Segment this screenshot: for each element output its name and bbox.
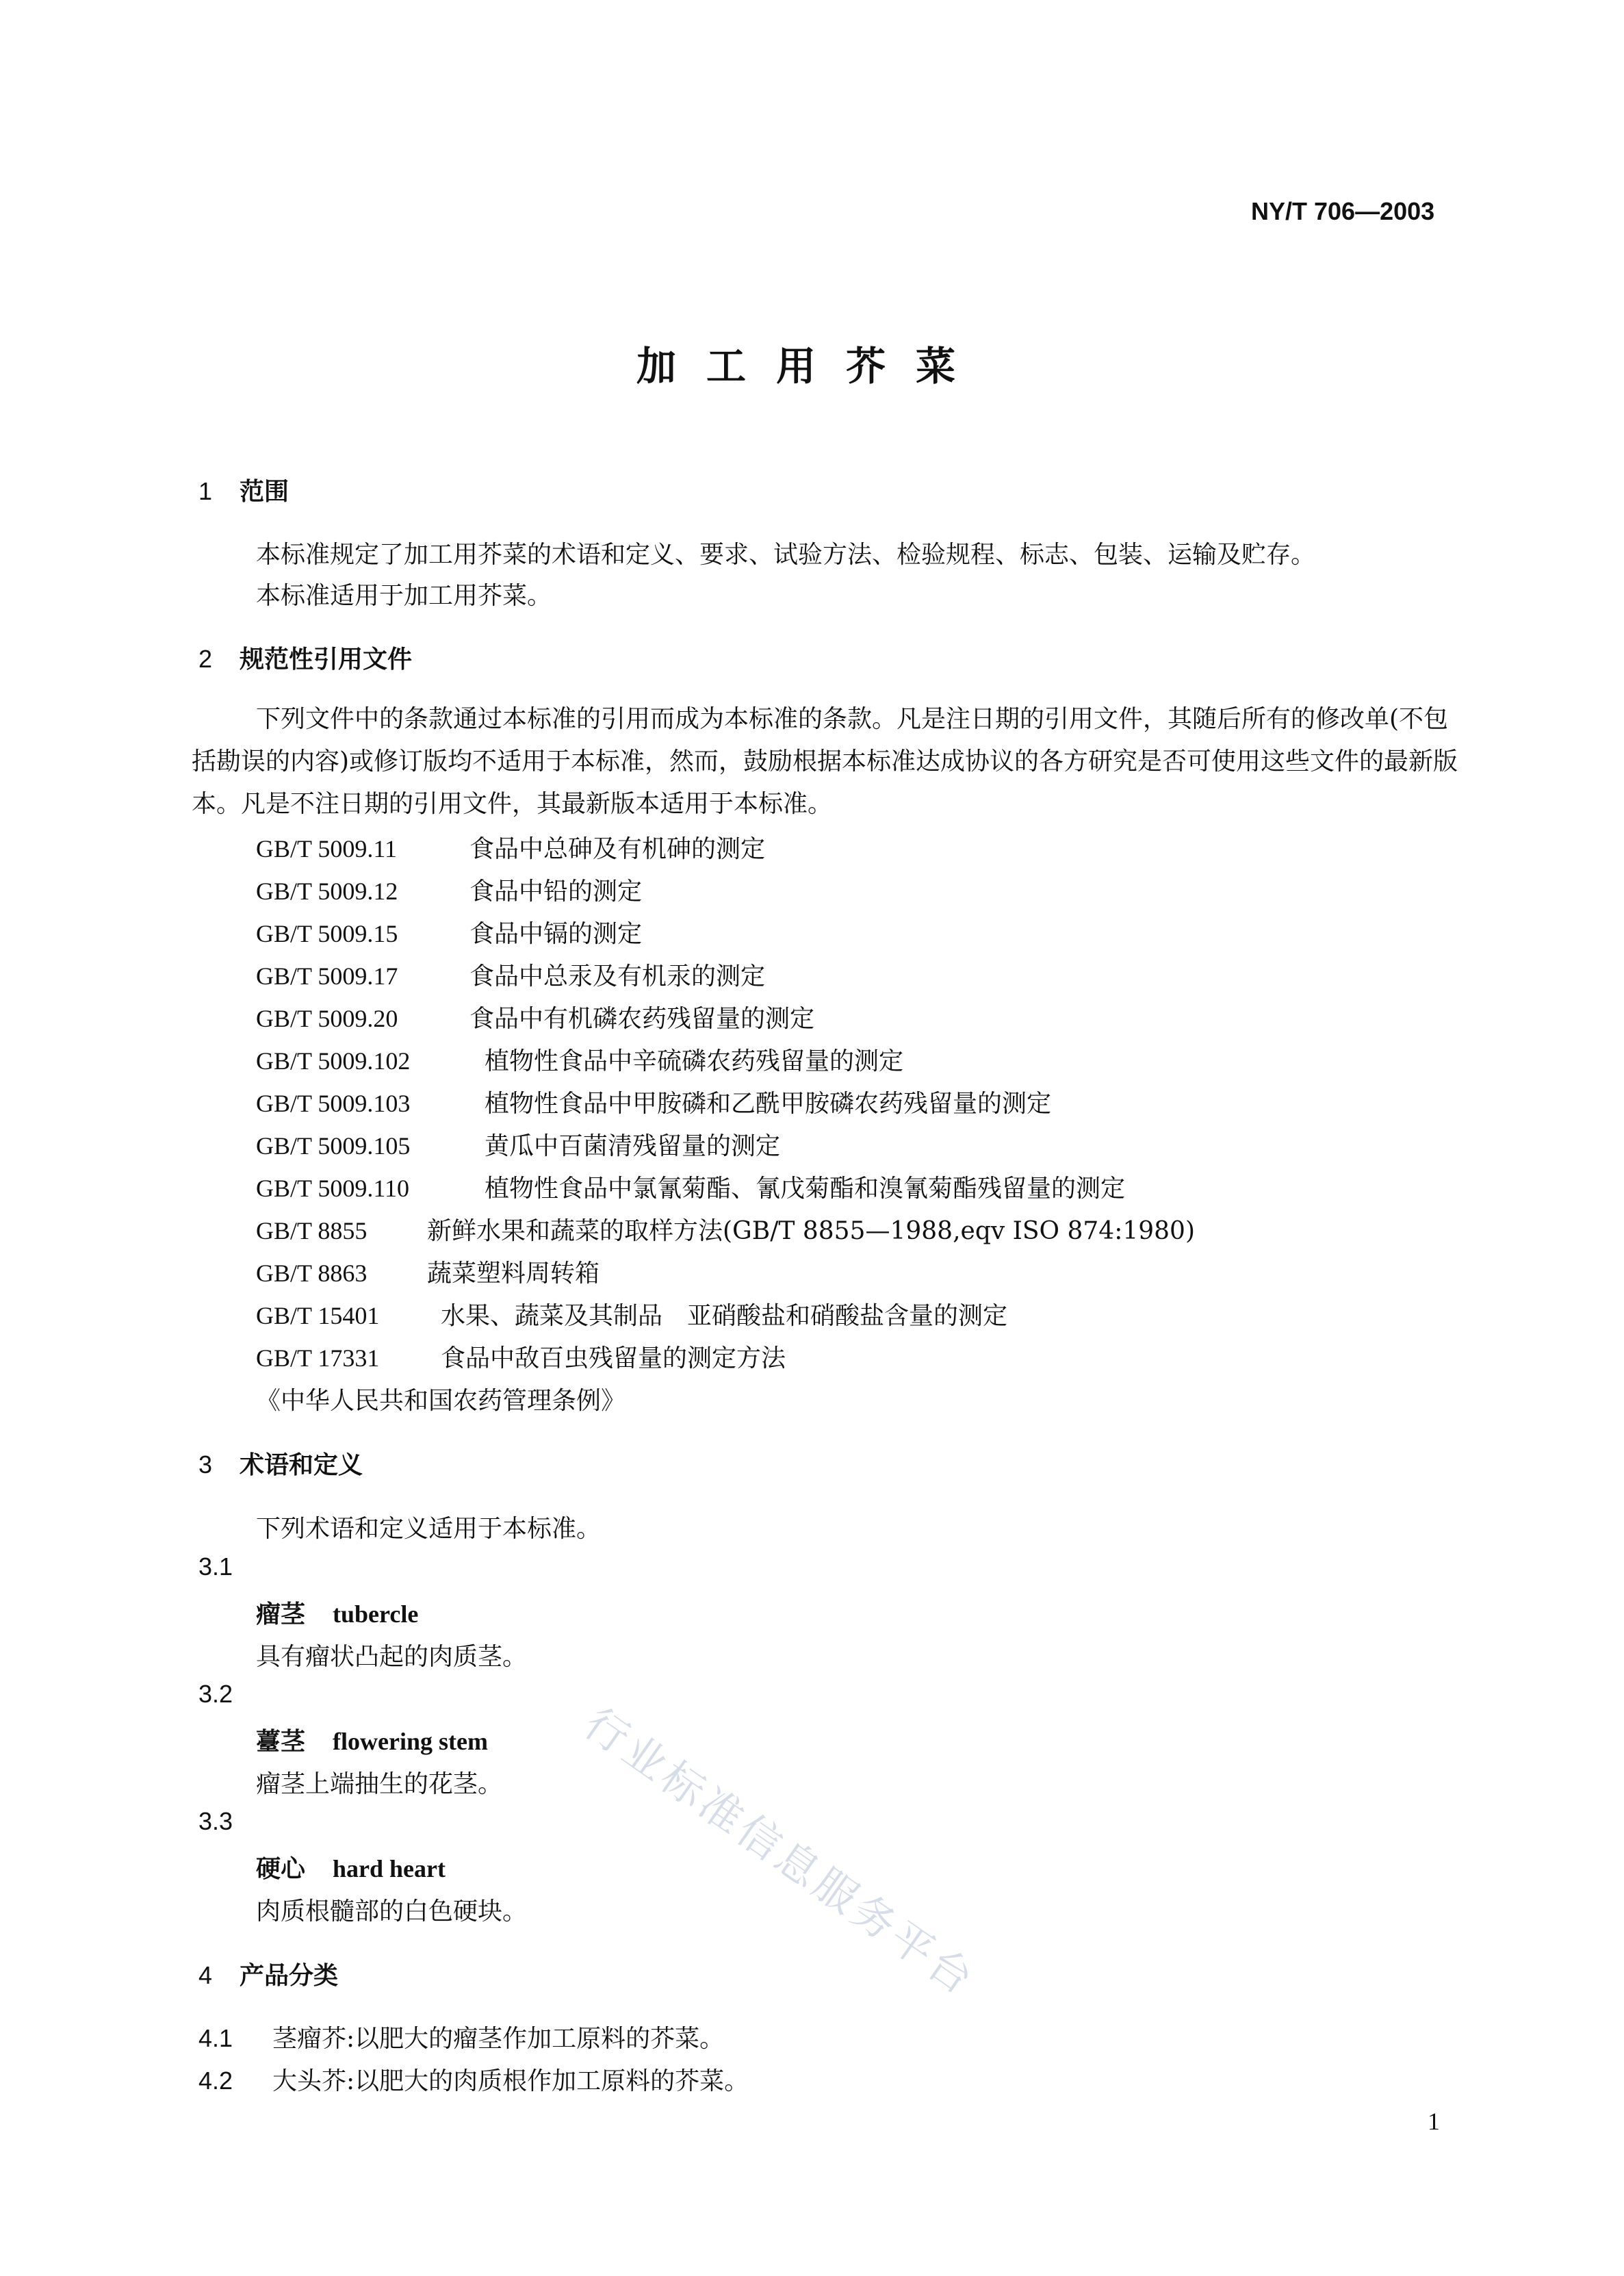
reference-item xyxy=(256,1296,1007,1331)
item-text: 茎瘤芥:以肥大的瘤茎作加工原料的芥菜。 xyxy=(272,2025,725,2053)
term-definition: 瘤茎上端抽生的花茎。 xyxy=(256,1770,503,1798)
reference-code: GB/T 17331 xyxy=(256,1344,380,1372)
reference-title: 植物性食品中甲胺磷和乙酰甲胺磷农药残留量的测定 xyxy=(485,1090,1052,1118)
reference-title: 食品中总汞及有机汞的测定 xyxy=(469,962,766,990)
section-number: 2 xyxy=(198,645,213,673)
reference-code: GB/T 5009.110 xyxy=(256,1175,410,1202)
reference-item xyxy=(256,830,765,865)
reference-item xyxy=(256,872,642,907)
reference-title: 植物性食品中辛硫磷农药残留量的测定 xyxy=(485,1047,904,1075)
section-1-heading xyxy=(198,472,289,507)
reference-item xyxy=(256,1339,786,1374)
reference-code: GB/T 5009.20 xyxy=(256,1005,398,1032)
reference-item xyxy=(256,915,642,949)
reference-code: GB/T 5009.11 xyxy=(256,835,398,862)
reference-item xyxy=(256,999,814,1034)
section-title: 规范性引用文件 xyxy=(240,645,413,674)
reference-item xyxy=(256,1169,1125,1204)
reference-code: GB/T 5009.102 xyxy=(256,1047,411,1075)
reference-title: 水果、蔬菜及其制品 亚硝酸盐和硝酸盐含量的测定 xyxy=(441,1302,1008,1330)
watermark: 行业标准信息服务平台 xyxy=(575,1698,985,2006)
reference-code: GB/T 15401 xyxy=(256,1302,380,1329)
reference-item xyxy=(256,1084,1051,1119)
standard-code: NY/T 706—2003 xyxy=(1251,197,1435,225)
classification-item xyxy=(198,2019,724,2054)
term-en: hard heart xyxy=(333,1855,446,1882)
section-title: 产品分类 xyxy=(240,1962,339,1990)
term-zh: 瘤茎 xyxy=(256,1600,306,1628)
item-number: 4.1 xyxy=(198,2024,233,2052)
term-zh: 薹茎 xyxy=(256,1728,306,1756)
section-title: 范围 xyxy=(240,478,289,506)
term-number: 3.1 xyxy=(198,1552,233,1581)
term-name xyxy=(256,1595,418,1630)
term-name xyxy=(256,1850,446,1884)
section-title: 术语和定义 xyxy=(240,1451,363,1479)
reference-code: GB/T 5009.103 xyxy=(256,1090,411,1117)
section-2-heading xyxy=(198,640,412,675)
reference-title: 黄瓜中百菌清残留量的测定 xyxy=(485,1132,781,1160)
term-en: tubercle xyxy=(333,1600,419,1628)
document-title: 加工用芥菜 xyxy=(636,343,986,389)
reference-title: 食品中敌百虫残留量的测定方法 xyxy=(441,1344,786,1372)
term-number: 3.3 xyxy=(198,1807,233,1835)
section-number: 4 xyxy=(198,1961,213,1989)
term-definition: 具有瘤状凸起的肉质茎。 xyxy=(256,1643,528,1671)
page-number: 1 xyxy=(1428,2108,1440,2135)
term-name xyxy=(256,1722,488,1757)
reference-code: GB/T 5009.12 xyxy=(256,878,398,905)
reference-code: GB/T 5009.17 xyxy=(256,962,398,990)
reference-code: GB/T 5009.15 xyxy=(256,920,398,947)
reference-title: 蔬菜塑料周转箱 xyxy=(427,1260,600,1288)
reference-item xyxy=(256,1212,1195,1246)
reference-item xyxy=(256,1042,903,1077)
item-text: 大头芥:以肥大的肉质根作加工原料的芥菜。 xyxy=(272,2067,749,2095)
scope-paragraph-1: 本标准规定了加工用芥菜的术语和定义、要求、试验方法、检验规程、标志、包装、运输及贮存。 xyxy=(256,541,1316,569)
reference-title: 植物性食品中氯氰菊酯、氰戊菊酯和溴氰菊酯残留量的测定 xyxy=(485,1175,1126,1203)
reference-item xyxy=(256,1127,780,1162)
reference-title: 食品中镉的测定 xyxy=(469,920,643,948)
reference-item xyxy=(256,1254,600,1289)
term-definition: 肉质根髓部的白色硬块。 xyxy=(256,1897,528,1926)
term-zh: 硬心 xyxy=(256,1855,306,1883)
scope-paragraph-2: 本标准适用于加工用芥菜。 xyxy=(256,582,552,610)
reference-code: GB/T 5009.105 xyxy=(256,1132,411,1160)
regulation-reference: 《中华人民共和国农药管理条例》 xyxy=(256,1387,626,1415)
reference-title: 食品中铅的测定 xyxy=(469,878,643,906)
item-number: 4.2 xyxy=(198,2067,233,2095)
section-number: 3 xyxy=(198,1450,213,1479)
reference-title: 食品中有机磷农药残留量的测定 xyxy=(469,1005,815,1033)
normative-references-intro: 下列文件中的条款通过本标准的引用而成为本标准的条款。凡是注日期的引用文件，其随后所有的修改单(不包括勘误的内容)或修订版均不适用于本标准，然而，鼓励根据本标准达成协议的各方研究是否可使用这些文件的最新版本。凡是不注日期的引用文件，其最新版本适用于本标准。 xyxy=(192,705,1458,818)
reference-title: 新鲜水果和蔬菜的取样方法(GB/T 8855—1988,eqv ISO 874:1980) xyxy=(427,1217,1195,1245)
section-number: 1 xyxy=(198,477,213,505)
reference-item xyxy=(256,957,765,992)
term-en: flowering stem xyxy=(333,1728,488,1755)
term-number: 3.2 xyxy=(198,1680,233,1708)
section-3-heading xyxy=(198,1446,363,1481)
reference-code: GB/T 8863 xyxy=(256,1260,368,1287)
terms-intro: 下列术语和定义适用于本标准。 xyxy=(256,1515,602,1543)
reference-code: GB/T 8855 xyxy=(256,1217,368,1244)
reference-title: 食品中总砷及有机砷的测定 xyxy=(469,835,766,863)
classification-item xyxy=(198,2062,749,2097)
section-4-heading xyxy=(198,1956,338,1991)
